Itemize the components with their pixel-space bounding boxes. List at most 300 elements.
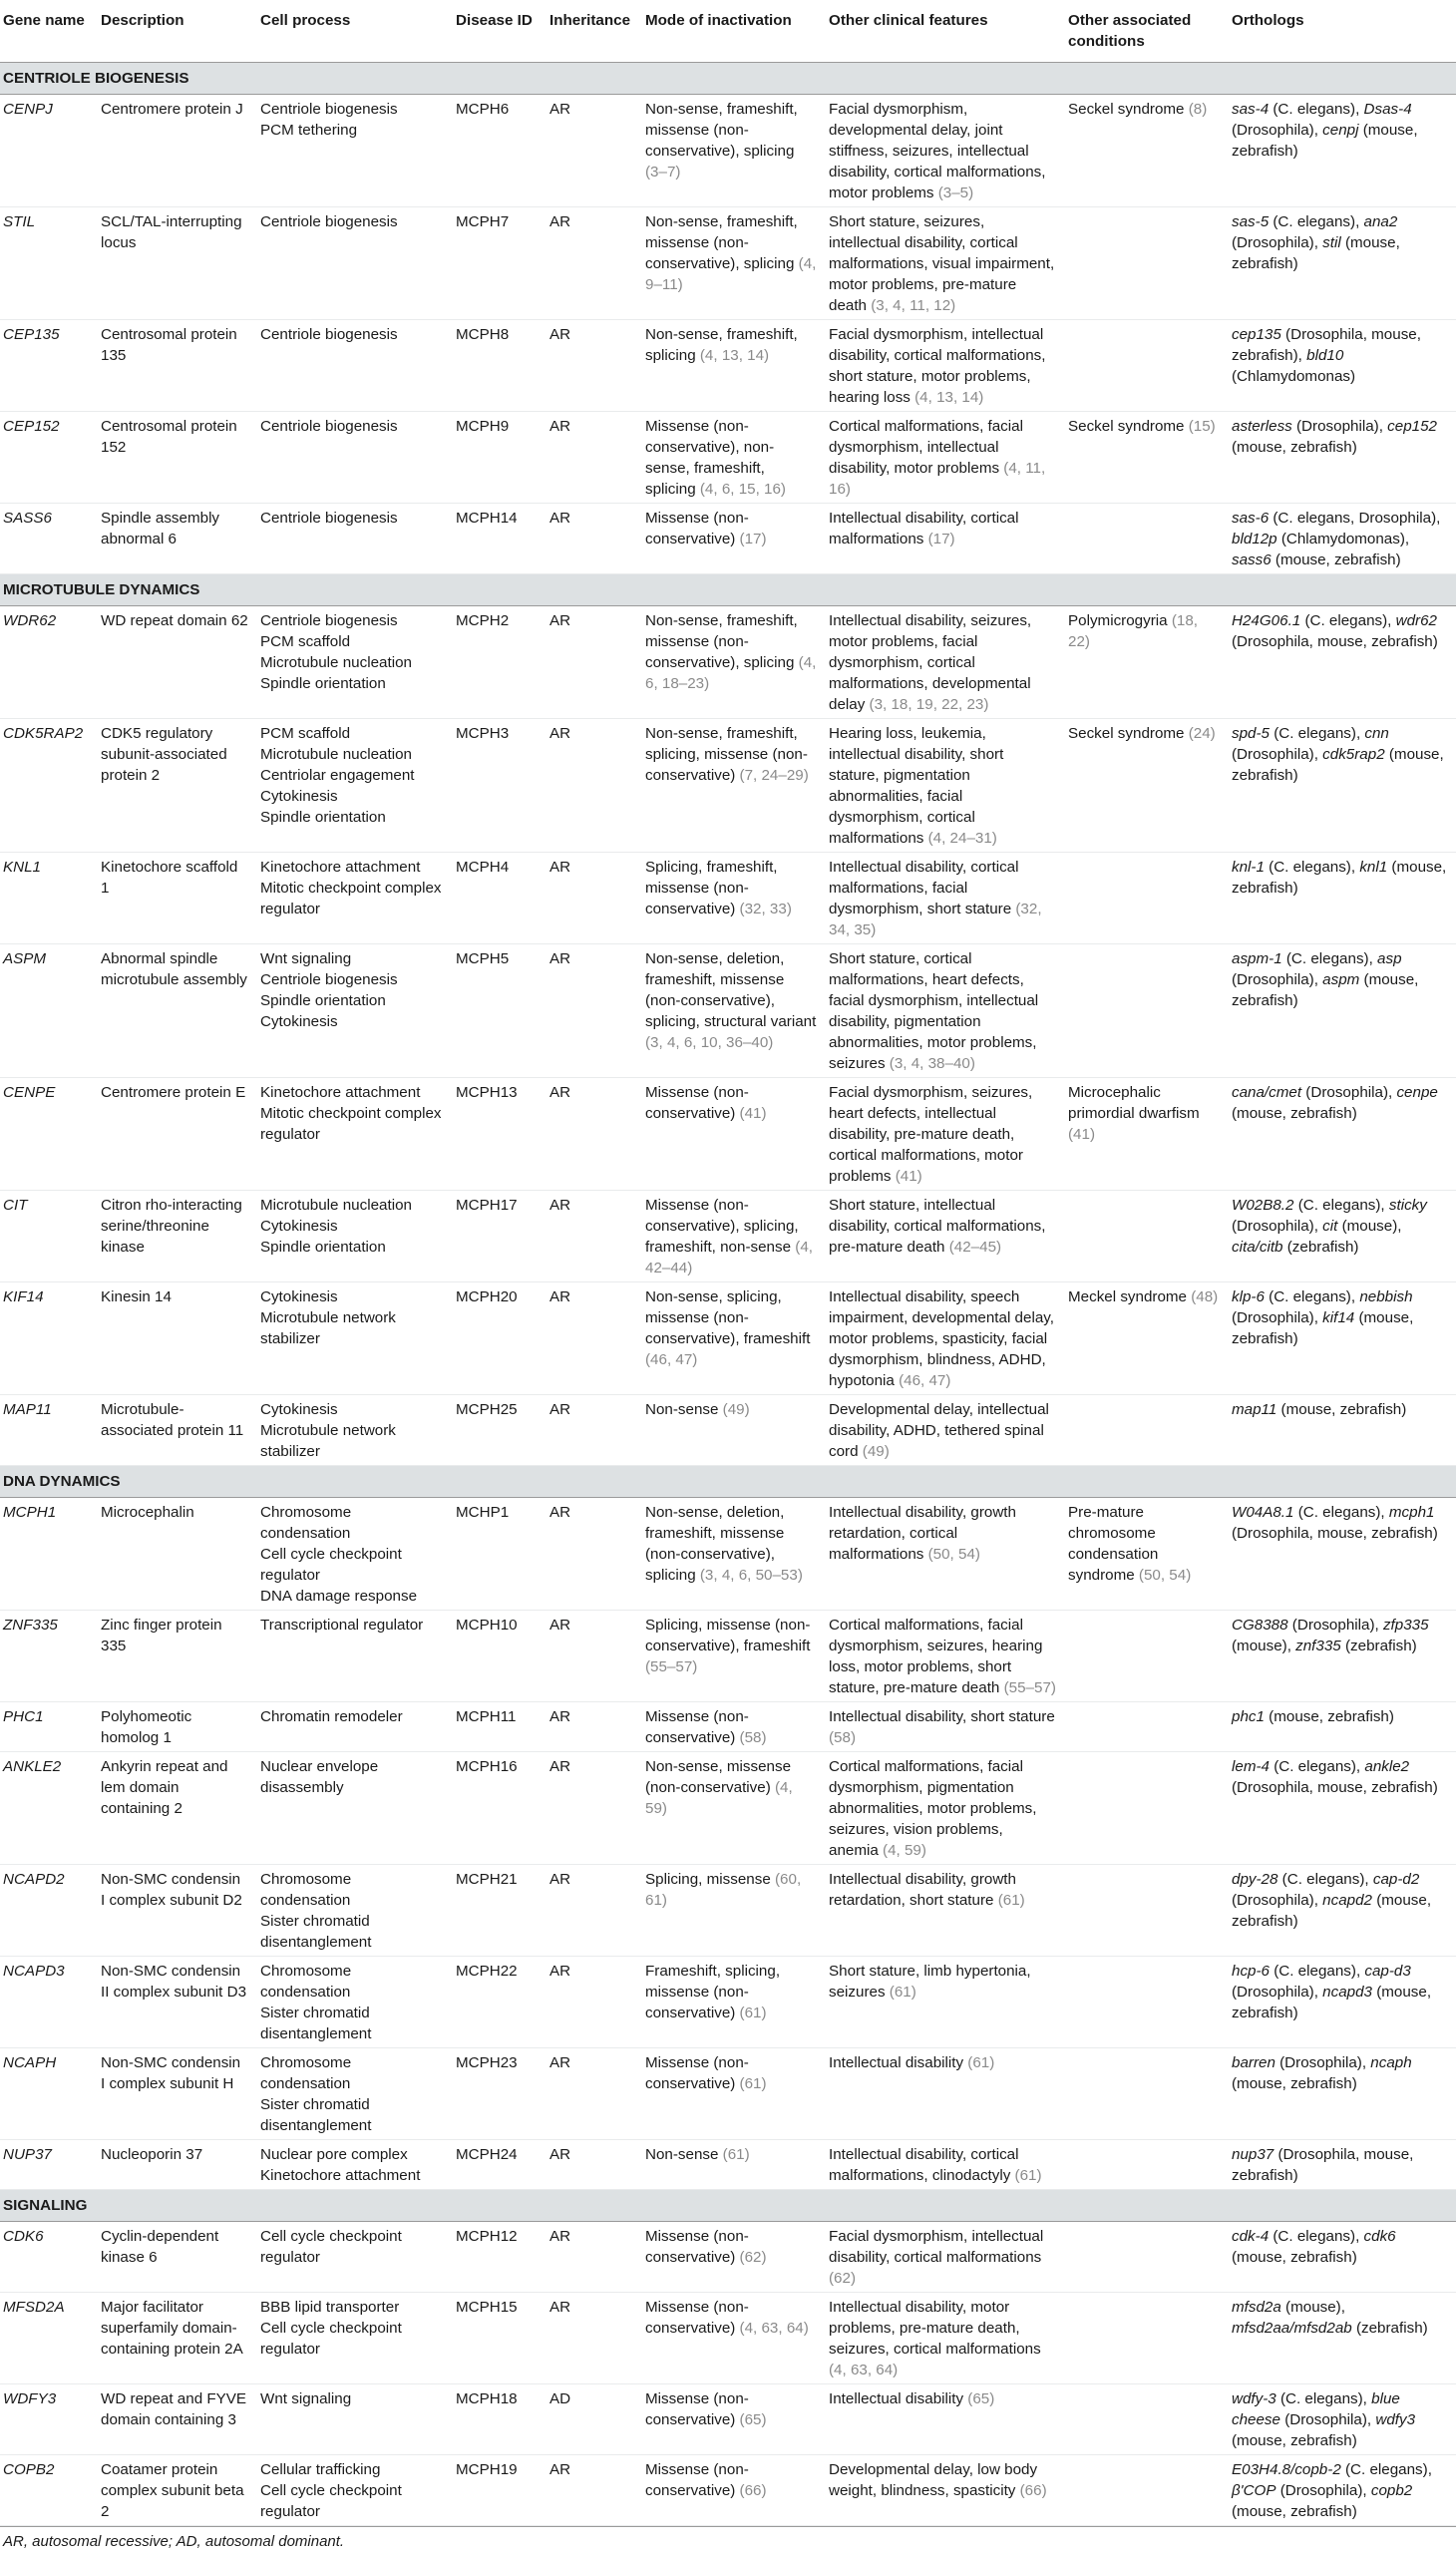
other-associated-conditions	[1062, 1078, 1226, 1191]
mode-text: Missense (non-conservative)	[645, 1708, 749, 1746]
clinical-text: Facial dysmorphism, intellectual disability, cortical malformations	[829, 2228, 1044, 2266]
disease-id: MCPH6	[450, 95, 544, 207]
other-associated-conditions	[1062, 207, 1226, 320]
table-row	[0, 320, 1456, 412]
ortholog-text: ncapd2	[1322, 1892, 1372, 1909]
ortholog-text: (zebrafish)	[1351, 2320, 1428, 2337]
gene-name: CEP135	[0, 320, 95, 412]
ortholog-text: (C. elegans),	[1269, 101, 1364, 118]
ortholog-text: (Drosophila),	[1301, 1084, 1397, 1101]
mode-of-inactivation	[639, 504, 823, 574]
disease-id: MCPH7	[450, 207, 544, 320]
section-header-row	[0, 574, 1456, 606]
inheritance: AR	[544, 1282, 639, 1395]
inheritance: AR	[544, 1191, 639, 1282]
gene-name: COPB2	[0, 2455, 95, 2526]
cell-process-item: Centriolar engagement	[260, 767, 415, 784]
ortholog-text: (Drosophila),	[1232, 1892, 1323, 1909]
cell-process	[254, 1752, 450, 1865]
cell-process-item: Cell cycle checkpoint regulator	[260, 2228, 402, 2266]
reference-citation: (55–57)	[1003, 1679, 1056, 1696]
other-clinical-features	[823, 2222, 1062, 2293]
ortholog-text: map11	[1232, 1401, 1277, 1418]
reference-citation: (61)	[739, 2005, 767, 2021]
ortholog-text: cap-d3	[1364, 1963, 1411, 1980]
ortholog-text: sas-5	[1232, 213, 1270, 230]
ortholog-text: knl-1	[1232, 859, 1265, 876]
reference-citation: (8)	[1188, 101, 1208, 118]
clinical-text: Short stature, seizures, intellectual disability, cortical malformations, visual impairment, motor problems, pre-mature death	[829, 213, 1055, 314]
orthologs	[1226, 853, 1456, 944]
cell-process-item: PCM tethering	[260, 122, 358, 139]
gene-description: CDK5 regulatory subunit-associated protein 2	[95, 719, 254, 853]
gene-description: Non-SMC condensin I complex subunit D2	[95, 1865, 254, 1957]
ortholog-text: (Drosophila),	[1232, 971, 1323, 988]
clinical-text: Intellectual disability, seizures, motor problems, facial dysmorphism, cortical malformations, developmental delay	[829, 612, 1032, 713]
cell-process-item: Centriole biogenesis	[260, 971, 398, 988]
inheritance: AR	[544, 1395, 639, 1466]
other-associated-conditions	[1062, 1702, 1226, 1752]
inheritance: AR	[544, 2455, 639, 2526]
clinical-text: Facial dysmorphism, seizures, heart defects, intellectual disability, pre-mature death, cortical malformations, motor problems	[829, 1084, 1033, 1185]
reference-citation: (4, 63, 64)	[829, 2362, 899, 2378]
reference-citation: (4, 11, 16)	[829, 460, 1046, 498]
orthologs	[1226, 1752, 1456, 1865]
gene-name: CEP152	[0, 412, 95, 504]
orthologs	[1226, 2384, 1456, 2455]
other-clinical-features	[823, 1191, 1062, 1282]
mode-text: Missense (non-conservative)	[645, 2054, 749, 2092]
ortholog-text: CG8388	[1232, 1617, 1288, 1634]
cell-process-item: Microtubule nucleation	[260, 1197, 412, 1214]
orthologs	[1226, 1078, 1456, 1191]
inheritance: AR	[544, 412, 639, 504]
ortholog-text: lem-4	[1232, 1758, 1270, 1775]
cell-process-item: Spindle orientation	[260, 1239, 386, 1256]
ortholog-text: (C. elegans),	[1270, 725, 1365, 742]
inheritance: AR	[544, 1865, 639, 1957]
mode-text: Missense (non-conservative)	[645, 2390, 749, 2428]
reference-citation: (49)	[722, 1401, 750, 1418]
other-clinical-features	[823, 1957, 1062, 2048]
table-row	[0, 944, 1456, 1078]
ortholog-text: cep135	[1232, 326, 1281, 343]
ortholog-text: (C. elegans),	[1269, 213, 1364, 230]
table-row	[0, 1078, 1456, 1191]
ortholog-text: ncapd3	[1322, 1984, 1372, 2001]
ortholog-text: (mouse),	[1280, 2299, 1345, 2316]
reference-citation: (3, 4, 6, 50–53)	[699, 1567, 803, 1584]
ortholog-text: aspm	[1322, 971, 1360, 988]
mode-of-inactivation	[639, 2140, 823, 2190]
reference-citation: (41)	[895, 1168, 922, 1185]
other-associated-conditions	[1062, 2140, 1226, 2190]
cell-process-item: Sister chromatid disentanglement	[260, 1913, 372, 1951]
table-row	[0, 95, 1456, 207]
ortholog-text: E03H4.8/copb-2	[1232, 2461, 1341, 2478]
cell-process-item: Transcriptional regulator	[260, 1617, 424, 1634]
ortholog-text: (mouse, zebrafish)	[1232, 439, 1357, 456]
condition-text: Seckel syndrome	[1068, 418, 1189, 435]
ortholog-text: cap-d2	[1372, 1871, 1420, 1888]
other-clinical-features	[823, 1611, 1062, 1702]
table-row	[0, 1865, 1456, 1957]
ortholog-text: dpy-28	[1232, 1871, 1278, 1888]
ortholog-text: (C. elegans),	[1300, 612, 1396, 629]
ortholog-text: (C. elegans),	[1277, 1871, 1373, 1888]
reference-citation: (3, 4, 11, 12)	[871, 297, 956, 314]
ortholog-text: knl1	[1359, 859, 1388, 876]
cell-process-item: Spindle orientation	[260, 992, 386, 1009]
gene-name: NCAPD3	[0, 1957, 95, 2048]
ortholog-text: asterless	[1232, 418, 1292, 435]
orthologs	[1226, 504, 1456, 574]
gene-description: Abnormal spindle microtubule assembly	[95, 944, 254, 1078]
cell-process-item: Centriole biogenesis	[260, 326, 398, 343]
cell-process-item: Microtubule nucleation	[260, 654, 412, 671]
header-description: Description	[95, 0, 254, 63]
gene-description: Nucleoporin 37	[95, 2140, 254, 2190]
reference-citation: (3, 18, 19, 22, 23)	[869, 696, 989, 713]
mode-text: Non-sense	[645, 2146, 723, 2163]
ortholog-text: (C. elegans),	[1270, 1963, 1365, 1980]
gene-description: Microtubule-associated protein 11	[95, 1395, 254, 1466]
reference-citation: (46, 47)	[899, 1372, 951, 1389]
gene-name: CENPE	[0, 1078, 95, 1191]
cell-process-item: Chromosome condensation	[260, 2054, 352, 2092]
reference-citation: (4, 13, 14)	[914, 389, 984, 406]
ortholog-text: (Drosophila, mouse, zebrafish)	[1232, 1779, 1438, 1796]
disease-id: MCPH24	[450, 2140, 544, 2190]
mode-text: Missense (non-conservative), splicing, frameshift, non-sense	[645, 1197, 799, 1256]
reference-citation: (3, 4, 38–40)	[889, 1055, 975, 1072]
table-footnote: AR, autosomal recessive; AD, autosomal dominant.	[0, 2526, 1456, 2556]
mode-text: Non-sense, frameshift, missense (non-conservative), splicing	[645, 612, 799, 671]
inheritance: AR	[544, 2048, 639, 2140]
disease-id: MCPH8	[450, 320, 544, 412]
table-row	[0, 1498, 1456, 1611]
mode-of-inactivation	[639, 1611, 823, 1702]
disease-id: MCPH20	[450, 1282, 544, 1395]
header-gene-name: Gene name	[0, 0, 95, 63]
cell-process	[254, 2455, 450, 2526]
cell-process-item: Nuclear envelope disassembly	[260, 1758, 379, 1796]
ortholog-text: Dsas-4	[1363, 101, 1412, 118]
gene-name: KNL1	[0, 853, 95, 944]
clinical-text: Short stature, intellectual disability, cortical malformations, pre-mature death	[829, 1197, 1046, 1256]
inheritance: AR	[544, 944, 639, 1078]
table-row	[0, 606, 1456, 719]
ortholog-text: bld12p	[1232, 531, 1277, 548]
ortholog-text: (mouse, zebrafish)	[1232, 1105, 1357, 1122]
cell-process	[254, 606, 450, 719]
ortholog-text: cenpe	[1396, 1084, 1438, 1101]
disease-id: MCPH21	[450, 1865, 544, 1957]
cell-process-item: Sister chromatid disentanglement	[260, 2096, 372, 2134]
reference-citation: (50, 54)	[1138, 1567, 1192, 1584]
cell-process-item: Wnt signaling	[260, 2390, 352, 2407]
other-clinical-features	[823, 2140, 1062, 2190]
ortholog-text: (Drosophila),	[1232, 1309, 1323, 1326]
inheritance: AR	[544, 719, 639, 853]
cell-process	[254, 944, 450, 1078]
ortholog-text: (Drosophila),	[1274, 2054, 1371, 2071]
other-associated-conditions	[1062, 1191, 1226, 1282]
mode-of-inactivation	[639, 1498, 823, 1611]
mode-of-inactivation	[639, 1957, 823, 2048]
clinical-text: Cortical malformations, facial dysmorphism, intellectual disability, motor problems	[829, 418, 1023, 477]
gene-description: Microcephalin	[95, 1498, 254, 1611]
clinical-text: Intellectual disability, cortical malformations	[829, 510, 1019, 548]
gene-name: KIF14	[0, 1282, 95, 1395]
table-row	[0, 1752, 1456, 1865]
ortholog-text: sticky	[1388, 1197, 1427, 1214]
ortholog-text: bld10	[1306, 347, 1344, 364]
ortholog-text: (mouse, zebrafish)	[1232, 2075, 1357, 2092]
orthologs	[1226, 606, 1456, 719]
other-associated-conditions	[1062, 1865, 1226, 1957]
reference-citation: (4, 6, 18–23)	[645, 654, 817, 692]
inheritance: AR	[544, 504, 639, 574]
reference-citation: (18, 22)	[1068, 612, 1198, 650]
reference-citation: (65)	[967, 2390, 995, 2407]
ortholog-text: wdfy3	[1375, 2411, 1416, 2428]
mode-of-inactivation	[639, 1865, 823, 1957]
ortholog-text: (Drosophila, mouse, zebrafish),	[1232, 326, 1421, 364]
gene-description: Spindle assembly abnormal 6	[95, 504, 254, 574]
mode-of-inactivation	[639, 1702, 823, 1752]
table-row	[0, 719, 1456, 853]
other-clinical-features	[823, 207, 1062, 320]
clinical-text: Developmental delay, intellectual disability, ADHD, tethered spinal cord	[829, 1401, 1049, 1460]
inheritance: AR	[544, 606, 639, 719]
mode-text: Splicing, frameshift, missense (non-conservative)	[645, 859, 778, 917]
clinical-text: Intellectual disability, speech impairment, developmental delay, motor problems, spasticity, facial dysmorphism, blindness, ADHD, hypotonia	[829, 1288, 1054, 1389]
ortholog-text: (C. elegans),	[1293, 1197, 1389, 1214]
ortholog-text: (C. elegans),	[1293, 1504, 1389, 1521]
gene-name: MCPH1	[0, 1498, 95, 1611]
reference-citation: (61)	[967, 2054, 995, 2071]
condition-text: Seckel syndrome	[1068, 101, 1189, 118]
mode-of-inactivation	[639, 1752, 823, 1865]
gene-name: NCAPH	[0, 2048, 95, 2140]
cell-process-item: Centriole biogenesis	[260, 418, 398, 435]
ortholog-text: (zebrafish)	[1340, 1638, 1417, 1654]
table-row	[0, 853, 1456, 944]
other-clinical-features	[823, 853, 1062, 944]
gene-name: SASS6	[0, 504, 95, 574]
cell-process-item: Cellular trafficking	[260, 2461, 381, 2478]
ortholog-text: cana/cmet	[1232, 1084, 1302, 1101]
ortholog-text: mcph1	[1388, 1504, 1435, 1521]
disease-id: MCPH2	[450, 606, 544, 719]
ortholog-text: mfsd2a	[1232, 2299, 1281, 2316]
cell-process	[254, 412, 450, 504]
cell-process	[254, 320, 450, 412]
header-orthologs: Orthologs	[1226, 0, 1456, 63]
inheritance: AR	[544, 1702, 639, 1752]
clinical-text: Facial dysmorphism, developmental delay, joint stiffness, seizures, intellectual disability, cortical malformations, motor problems	[829, 101, 1046, 201]
cell-process-item: Centriole biogenesis	[260, 510, 398, 527]
ortholog-text: β'COP	[1232, 2482, 1276, 2499]
ortholog-text: (mouse, zebrafish)	[1232, 122, 1418, 160]
ortholog-text: cdk5rap2	[1322, 746, 1385, 763]
ortholog-text: wdfy-3	[1232, 2390, 1276, 2407]
inheritance: AR	[544, 2140, 639, 2190]
ortholog-text: (mouse, zebrafish)	[1276, 1401, 1407, 1418]
inheritance: AR	[544, 95, 639, 207]
disease-id: MCPH18	[450, 2384, 544, 2455]
reference-citation: (32, 33)	[739, 901, 792, 917]
other-associated-conditions	[1062, 1752, 1226, 1865]
reference-citation: (50, 54)	[927, 1546, 980, 1563]
reference-citation: (4, 24–31)	[927, 830, 997, 847]
ortholog-text: aspm-1	[1232, 950, 1282, 967]
condition-text: Seckel syndrome	[1068, 725, 1189, 742]
mode-text: Missense (non-conservative)	[645, 2228, 749, 2266]
disease-id: MCHP1	[450, 1498, 544, 1611]
ortholog-text: (mouse, zebrafish)	[1232, 859, 1447, 897]
header-mode-of-inactivation: Mode of inactivation	[639, 0, 823, 63]
header-inheritance: Inheritance	[544, 0, 639, 63]
mode-text: Non-sense, frameshift, missense (non-conservative), splicing	[645, 101, 798, 160]
clinical-text: Hearing loss, leukemia, intellectual disability, short stature, pigmentation abnormalities, facial dysmorphism, cortical malformations	[829, 725, 1004, 847]
other-associated-conditions	[1062, 1282, 1226, 1395]
header-other-clinical-features: Other clinical features	[823, 0, 1062, 63]
gene-description: Coatamer protein complex subunit beta 2	[95, 2455, 254, 2526]
ortholog-text: (Drosophila),	[1232, 746, 1323, 763]
cell-process-item: Chromatin remodeler	[260, 1708, 403, 1725]
section-header-row	[0, 1466, 1456, 1498]
cell-process-item: Nuclear pore complex	[260, 2146, 408, 2163]
inheritance: AR	[544, 1078, 639, 1191]
reference-citation: (4, 59)	[883, 1842, 926, 1859]
reference-citation: (4, 42–44)	[645, 1239, 813, 1277]
cell-process-item: Sister chromatid disentanglement	[260, 2005, 372, 2042]
reference-citation: (49)	[862, 1443, 890, 1460]
orthologs	[1226, 1702, 1456, 1752]
gene-name: NCAPD2	[0, 1865, 95, 1957]
table-row	[0, 1191, 1456, 1282]
disease-id: MCPH13	[450, 1078, 544, 1191]
mode-of-inactivation	[639, 1191, 823, 1282]
cell-process	[254, 1078, 450, 1191]
cell-process-item: Microtubule nucleation	[260, 746, 412, 763]
reference-citation: (66)	[1019, 2482, 1047, 2499]
reference-citation: (3, 4, 6, 10, 36–40)	[645, 1034, 774, 1051]
table-row	[0, 2222, 1456, 2293]
cell-process	[254, 2048, 450, 2140]
gene-name: CENPJ	[0, 95, 95, 207]
ortholog-text: cenpj	[1322, 122, 1359, 139]
cell-process-item: Wnt signaling	[260, 950, 352, 967]
ortholog-text: (mouse),	[1337, 1218, 1402, 1235]
mode-of-inactivation	[639, 944, 823, 1078]
cell-process-item: Cell cycle checkpoint regulator	[260, 2482, 402, 2520]
ortholog-text: nebbish	[1359, 1288, 1413, 1305]
ortholog-text: (C. elegans),	[1340, 2461, 1432, 2478]
section-title: CENTRIOLE BIOGENESIS	[0, 63, 1456, 95]
cell-process-item: Kinetochore attachment	[260, 1084, 421, 1101]
cell-process-item: Cytokinesis	[260, 1218, 338, 1235]
orthologs	[1226, 1611, 1456, 1702]
condition-text: Meckel syndrome	[1068, 1288, 1192, 1305]
cell-process-item: PCM scaffold	[260, 725, 351, 742]
cell-process	[254, 1865, 450, 1957]
reference-citation: (4, 63, 64)	[739, 2320, 809, 2337]
ortholog-text: (C. elegans),	[1281, 950, 1378, 967]
cell-process-item: Mitotic checkpoint complex regulator	[260, 880, 442, 917]
ortholog-text: (mouse, zebrafish)	[1232, 1309, 1414, 1347]
disease-id: MCPH10	[450, 1611, 544, 1702]
table-row	[0, 1702, 1456, 1752]
other-clinical-features	[823, 1702, 1062, 1752]
reference-citation: (15)	[1188, 418, 1216, 435]
other-clinical-features	[823, 719, 1062, 853]
cell-process-item: Cell cycle checkpoint regulator	[260, 1546, 402, 1584]
cell-process-item: BBB lipid transporter	[260, 2299, 400, 2316]
ortholog-text: (Drosophila, mouse, zebrafish)	[1232, 633, 1438, 650]
ortholog-text: cita/citb	[1232, 1239, 1283, 1256]
inheritance: AR	[544, 1498, 639, 1611]
mode-text: Non-sense	[645, 1401, 723, 1418]
orthologs	[1226, 1498, 1456, 1611]
gene-name: MAP11	[0, 1395, 95, 1466]
orthologs	[1226, 2222, 1456, 2293]
gene-name: WDFY3	[0, 2384, 95, 2455]
condition-text: Microcephalic primordial dwarfism	[1068, 1084, 1200, 1122]
ortholog-text: (mouse, zebrafish)	[1232, 971, 1419, 1009]
reference-citation: (66)	[739, 2482, 767, 2499]
gene-name: CDK6	[0, 2222, 95, 2293]
cell-process	[254, 1498, 450, 1611]
ortholog-text: ana2	[1363, 213, 1398, 230]
gene-description: Citron rho-interacting serine/threonine kinase	[95, 1191, 254, 1282]
cell-process-item: Centriole biogenesis	[260, 612, 398, 629]
gene-name: WDR62	[0, 606, 95, 719]
reference-citation: (46, 47)	[645, 1351, 698, 1368]
table-row	[0, 1282, 1456, 1395]
gene-description: Cyclin-dependent kinase 6	[95, 2222, 254, 2293]
disease-id: MCPH23	[450, 2048, 544, 2140]
mode-of-inactivation	[639, 853, 823, 944]
other-associated-conditions	[1062, 719, 1226, 853]
gene-name: NUP37	[0, 2140, 95, 2190]
cell-process	[254, 1957, 450, 2048]
cell-process	[254, 504, 450, 574]
table-row	[0, 2455, 1456, 2526]
gene-description: SCL/TAL-interrupting locus	[95, 207, 254, 320]
other-clinical-features	[823, 1865, 1062, 1957]
ortholog-text: (Drosophila),	[1232, 1218, 1323, 1235]
cell-process-item: Cytokinesis	[260, 1288, 338, 1305]
ortholog-text: barren	[1232, 2054, 1275, 2071]
cell-process-item: Kinetochore attachment	[260, 859, 421, 876]
clinical-text: Intellectual disability, cortical malformations, clinodactyly	[829, 2146, 1019, 2184]
cell-process	[254, 719, 450, 853]
ortholog-text: (mouse, zebrafish)	[1232, 1892, 1432, 1930]
mode-text: Missense (non-conservative)	[645, 2299, 749, 2337]
ortholog-text: sass6	[1232, 551, 1272, 568]
other-clinical-features	[823, 1752, 1062, 1865]
disease-id: MCPH12	[450, 2222, 544, 2293]
inheritance: AR	[544, 1957, 639, 2048]
other-clinical-features	[823, 1395, 1062, 1466]
other-associated-conditions	[1062, 2048, 1226, 2140]
gene-description: Polyhomeotic homolog 1	[95, 1702, 254, 1752]
reference-citation: (3–5)	[937, 184, 974, 201]
other-clinical-features	[823, 2048, 1062, 2140]
